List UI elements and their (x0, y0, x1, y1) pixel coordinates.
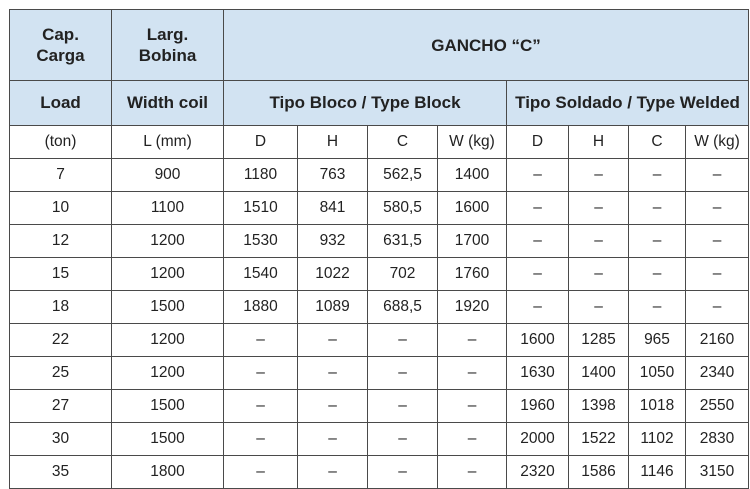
table-cell: – (569, 159, 629, 192)
table-row (10, 456, 749, 489)
table-cell: – (629, 192, 686, 225)
table-cell: 1022 (298, 258, 368, 291)
table-cell: 1530 (224, 225, 298, 258)
table-row (10, 192, 749, 225)
header-load: Load (10, 81, 112, 126)
table-cell: 2160 (686, 324, 749, 357)
table-cell: 1540 (224, 258, 298, 291)
table-cell: 1398 (569, 390, 629, 423)
unit-cell: W (kg) (686, 126, 749, 159)
table-cell: 2550 (686, 390, 749, 423)
table-row (10, 357, 749, 390)
table-cell: – (298, 456, 368, 489)
unit-cell: H (569, 126, 629, 159)
table-cell: 2340 (686, 357, 749, 390)
table-cell: 688,5 (368, 291, 438, 324)
table-cell: – (224, 456, 298, 489)
table-cell: 1102 (629, 423, 686, 456)
table-cell: 1630 (507, 357, 569, 390)
table-cell: 1960 (507, 390, 569, 423)
table-cell: – (224, 390, 298, 423)
table-cell: 1200 (112, 258, 224, 291)
table-cell: 22 (10, 324, 112, 357)
header-row-sub (10, 81, 749, 126)
table-cell: 1880 (224, 291, 298, 324)
table-cell: – (224, 423, 298, 456)
table-body (10, 159, 749, 489)
table-cell: 1600 (507, 324, 569, 357)
units-row (10, 126, 749, 159)
table-cell: 1400 (569, 357, 629, 390)
table-cell: 1285 (569, 324, 629, 357)
table-cell: 1100 (112, 192, 224, 225)
table-cell: 27 (10, 390, 112, 423)
table-cell: 1200 (112, 357, 224, 390)
header-type-block: Tipo Bloco / Type Block (224, 81, 507, 126)
header-cap-carga: Cap. Carga (10, 10, 112, 81)
table-cell: 25 (10, 357, 112, 390)
table-cell: 10 (10, 192, 112, 225)
unit-cell: H (298, 126, 368, 159)
table-cell: – (438, 390, 507, 423)
table-cell: – (629, 225, 686, 258)
table-cell: 1920 (438, 291, 507, 324)
table-cell: – (368, 324, 438, 357)
table-cell: 631,5 (368, 225, 438, 258)
table-cell: – (438, 456, 507, 489)
table-cell: – (629, 159, 686, 192)
table-cell: – (507, 291, 569, 324)
table-cell: 1400 (438, 159, 507, 192)
table-cell: 18 (10, 291, 112, 324)
table-cell: – (438, 324, 507, 357)
unit-cell: D (507, 126, 569, 159)
table-cell: 2000 (507, 423, 569, 456)
table-cell: – (507, 258, 569, 291)
table-row (10, 225, 749, 258)
unit-cell: L (mm) (112, 126, 224, 159)
table-cell: – (368, 390, 438, 423)
table-cell: 1018 (629, 390, 686, 423)
table-cell: 1200 (112, 324, 224, 357)
unit-cell: C (629, 126, 686, 159)
table-cell: – (224, 324, 298, 357)
table-cell: 30 (10, 423, 112, 456)
table-cell: – (569, 258, 629, 291)
table-cell: 1522 (569, 423, 629, 456)
table-cell: 562,5 (368, 159, 438, 192)
table-cell: 1586 (569, 456, 629, 489)
header-type-welded: Tipo Soldado / Type Welded (507, 81, 749, 126)
unit-cell: D (224, 126, 298, 159)
table-cell: – (569, 192, 629, 225)
table-row (10, 258, 749, 291)
table-cell: 1760 (438, 258, 507, 291)
table-cell: 2830 (686, 423, 749, 456)
table-cell: – (569, 225, 629, 258)
table-cell: 763 (298, 159, 368, 192)
table-cell: – (507, 159, 569, 192)
table-cell: 1700 (438, 225, 507, 258)
table-cell: 900 (112, 159, 224, 192)
header-larg-bobina: Larg. Bobina (112, 10, 224, 81)
table-cell: 1146 (629, 456, 686, 489)
table-cell: – (438, 357, 507, 390)
table-cell: – (507, 192, 569, 225)
table-cell: – (686, 192, 749, 225)
table-cell: 1510 (224, 192, 298, 225)
table-row (10, 291, 749, 324)
table-cell: – (368, 423, 438, 456)
table-cell: 3150 (686, 456, 749, 489)
table-cell: 1500 (112, 291, 224, 324)
table-cell: 12 (10, 225, 112, 258)
table-cell: 702 (368, 258, 438, 291)
table-cell: 1089 (298, 291, 368, 324)
table-cell: – (224, 357, 298, 390)
table-cell: 15 (10, 258, 112, 291)
table-cell: 580,5 (368, 192, 438, 225)
table-cell: 1180 (224, 159, 298, 192)
hook-spec-table-container (9, 9, 748, 489)
table-cell: – (298, 324, 368, 357)
table-cell: 1600 (438, 192, 507, 225)
table-cell: – (569, 291, 629, 324)
table-cell: 35 (10, 456, 112, 489)
table-cell: – (686, 258, 749, 291)
table-row (10, 423, 749, 456)
table-cell: 1050 (629, 357, 686, 390)
table-cell: – (686, 159, 749, 192)
table-row (10, 159, 749, 192)
table-cell: 2320 (507, 456, 569, 489)
table-cell: – (298, 390, 368, 423)
table-cell: 965 (629, 324, 686, 357)
table-cell: 1500 (112, 423, 224, 456)
table-cell: 932 (298, 225, 368, 258)
table-row (10, 390, 749, 423)
table-cell: – (629, 258, 686, 291)
header-width-coil: Width coil (112, 81, 224, 126)
unit-cell: W (kg) (438, 126, 507, 159)
unit-cell: (ton) (10, 126, 112, 159)
table-cell: – (438, 423, 507, 456)
table-cell: – (507, 225, 569, 258)
hook-spec-table (9, 9, 749, 489)
header-row-main (10, 10, 749, 81)
table-cell: – (298, 423, 368, 456)
table-cell: 841 (298, 192, 368, 225)
header-gancho: GANCHO “C” (224, 10, 749, 81)
table-row (10, 324, 749, 357)
table-cell: 1200 (112, 225, 224, 258)
table-cell: – (686, 291, 749, 324)
table-cell: – (686, 225, 749, 258)
table-cell: 1800 (112, 456, 224, 489)
table-cell: 7 (10, 159, 112, 192)
unit-cell: C (368, 126, 438, 159)
table-cell: 1500 (112, 390, 224, 423)
table-cell: – (368, 357, 438, 390)
table-cell: – (629, 291, 686, 324)
table-cell: – (298, 357, 368, 390)
table-cell: – (368, 456, 438, 489)
